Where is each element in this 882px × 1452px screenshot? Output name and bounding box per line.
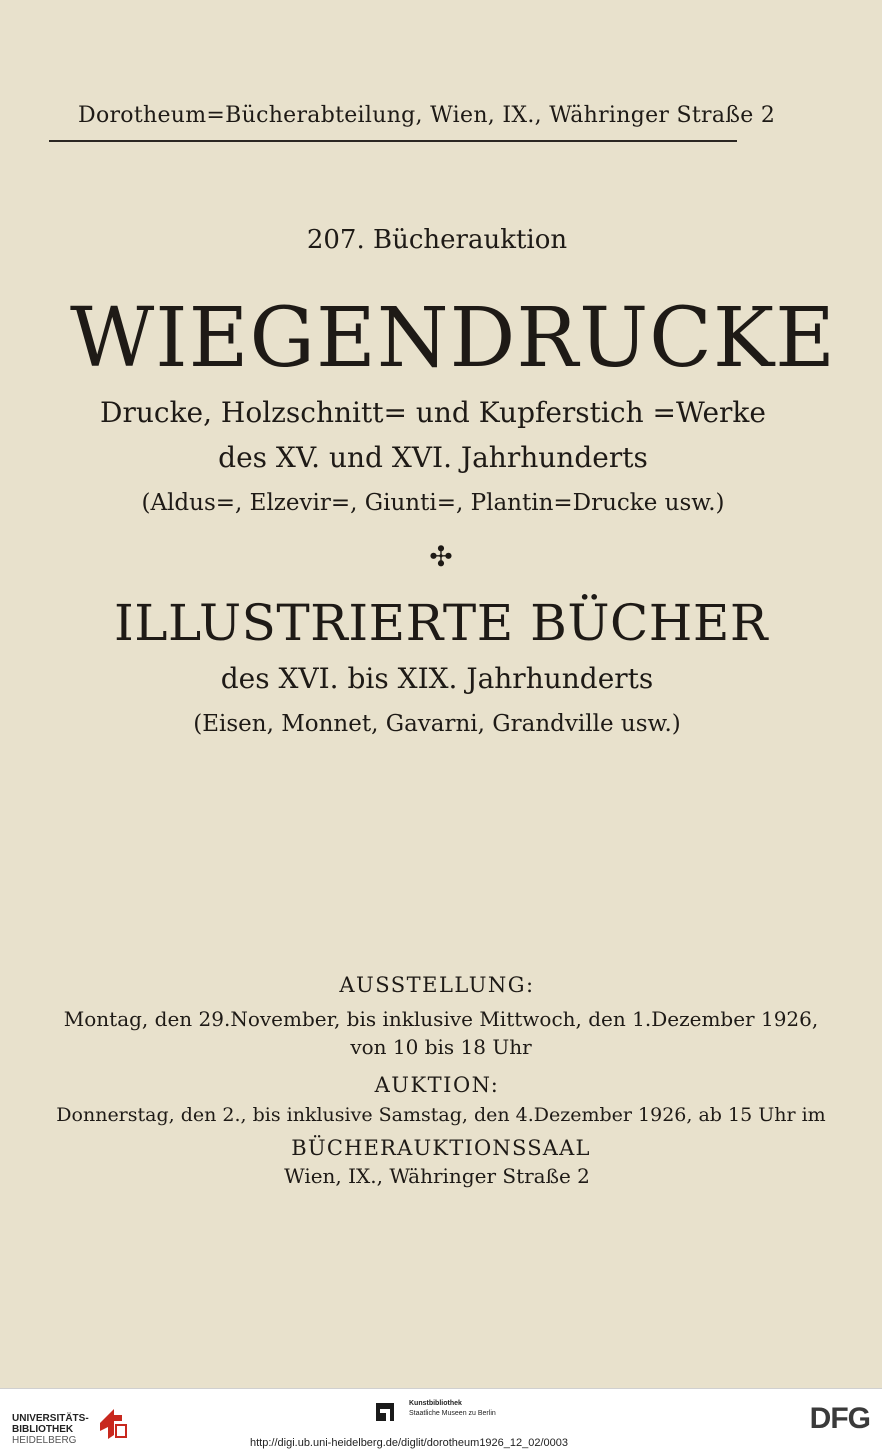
auction-hall: BÜCHERAUKTIONSSAAL [291,1136,591,1160]
permalink-url[interactable]: http://digi.ub.uni-heidelberg.de/diglit/dorotheum1926_12_02/0003 [250,1437,569,1449]
exhibition-heading: AUSSTELLUNG: [339,973,535,997]
main-title: WIEGENDRUCKE [69,291,837,386]
auction-number: 207. Bücherauktion [306,225,568,255]
footer-bar [0,1388,882,1452]
kunstbibliothek-text [409,1399,496,1419]
ub-heidelberg-logo[interactable] [6,1399,136,1446]
ub-line-2: BIBLIOTHEK [12,1424,74,1435]
auction-dates: Donnerstag, den 2., bis inklusive Samstag, den 4.Dezember 1926, ab 15 Uhr im [56,1104,826,1126]
subtitle-line-2: des XV. und XVI. Jahrhunderts [218,441,648,474]
ub-line-1: UNIVERSITÄTS- [12,1413,89,1424]
kunstbibliothek-logo[interactable] [376,1399,496,1425]
publisher-header: Dorotheum=Bücherabteilung, Wien, IX., Währinger Straße 2 [78,103,776,128]
subtitle-line-1: Drucke, Holzschnitt= und Kupferstich =Werke [100,396,766,429]
auction-address: Wien, IX., Währinger Straße 2 [284,1164,590,1188]
second-subtitle: des XVI. bis XIX. Jahrhunderts [220,662,654,695]
exhibition-dates: Montag, den 29.November, bis inklusive Mittwoch, den 1.Dezember 1926, [63,1007,819,1031]
exhibition-hours: von 10 bis 18 Uhr [350,1035,532,1059]
dfg-logo[interactable]: DFG [809,1402,870,1435]
header-rule [49,140,737,142]
subtitle-line-3: (Aldus=, Elzevir=, Giunti=, Plantin=Drucke usw.) [141,490,725,516]
ub-emblem-icon [96,1405,130,1441]
second-title: ILLUSTRIERTE BÜCHER [114,594,768,652]
ornament-cross-icon: ✣ [429,540,453,573]
kb-line-1: Kunstbibliothek [409,1400,462,1407]
second-parenthetical: (Eisen, Monnet, Gavarni, Grandville usw.) [193,711,681,737]
ub-logo-text [12,1413,89,1446]
kb-line-2: Staatliche Museen zu Berlin [409,1410,496,1417]
ub-line-3: HEIDELBERG [12,1435,77,1446]
auction-heading: AUKTION: [374,1073,500,1097]
kunstbibliothek-icon [376,1399,404,1425]
